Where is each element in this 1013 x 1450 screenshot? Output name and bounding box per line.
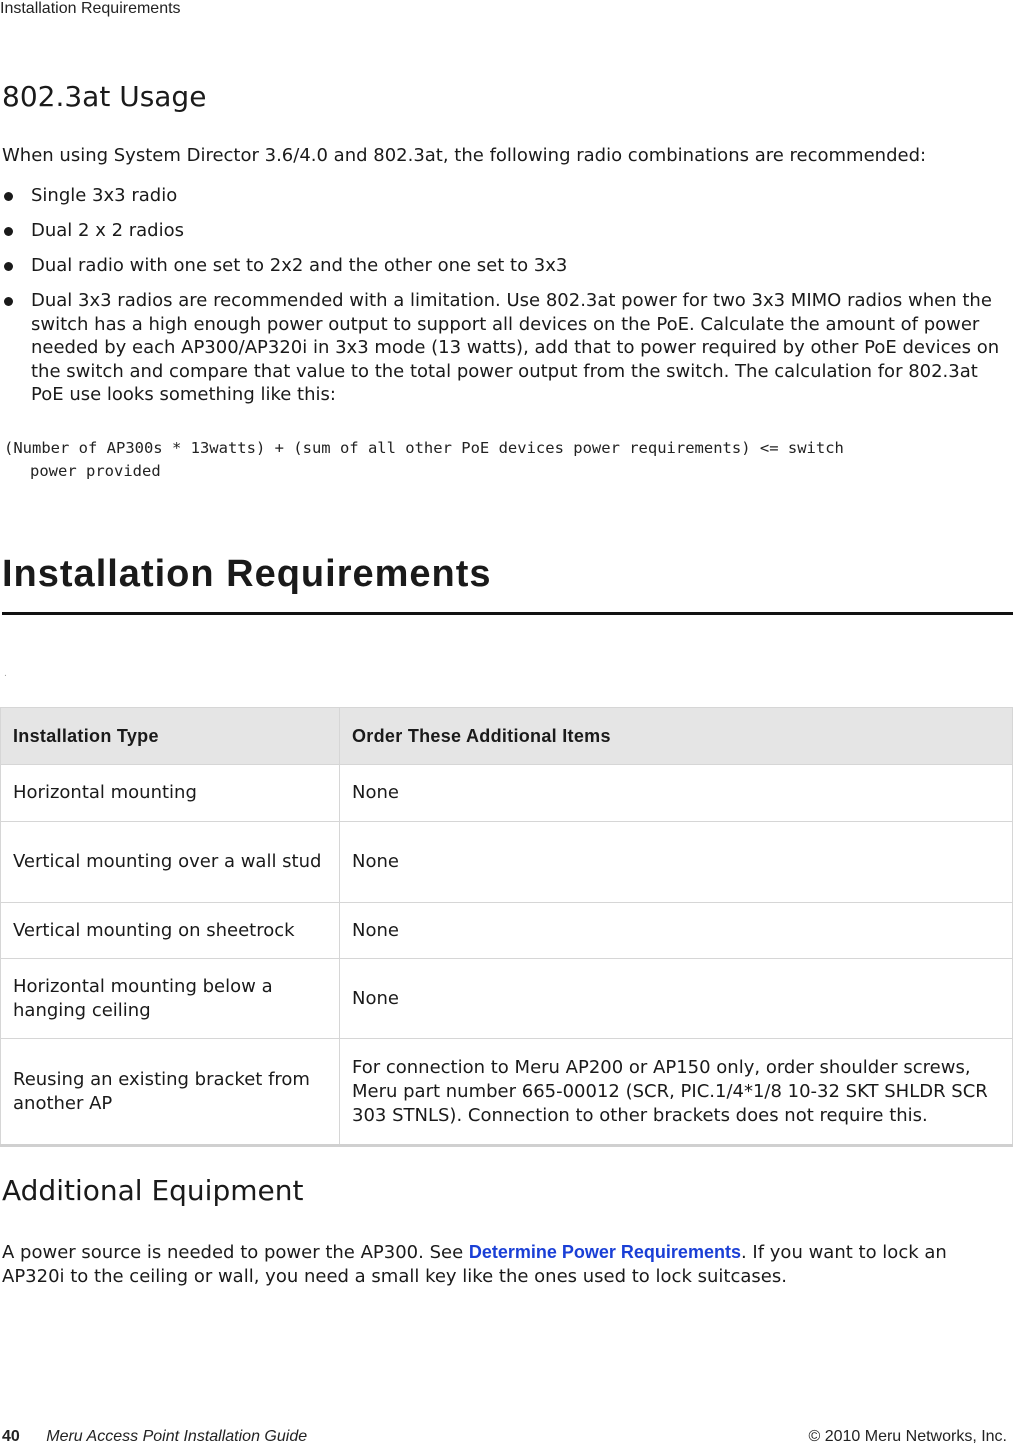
bullet-icon xyxy=(4,227,13,236)
bullet-icon xyxy=(4,297,13,306)
column-header: Installation Type xyxy=(1,708,340,765)
table-header-row xyxy=(1,708,1013,765)
formula-line: (Number of AP300s * 13watts) + (sum of all other PoE devices power requirements) <= switch xyxy=(4,439,844,457)
intro-paragraph: When using System Director 3.6/4.0 and 802.3at, the following radio combinations are recommended: xyxy=(2,145,927,166)
table-cell: None xyxy=(340,959,1013,1039)
equipment-paragraph: A power source is needed to power the AP300. See Determine Power Requirements. If you want to lock an AP320i to the ceiling or wall, you need a small key like the ones used to lock suitcases. xyxy=(2,1242,947,1287)
section-heading-installation-requirements: Installation Requirements xyxy=(2,553,492,595)
list-item: Dual radio with one set to 2x2 and the other one set to 3x3 xyxy=(2,254,1010,278)
column-header: Order These Additional Items xyxy=(340,708,1013,765)
table-cell: Reusing an existing bracket from another AP xyxy=(1,1039,340,1146)
power-calculation-formula xyxy=(4,437,1009,483)
bullet-icon xyxy=(4,262,13,271)
page-footer xyxy=(2,1428,307,1446)
table-cell: None xyxy=(340,822,1013,903)
guide-title: Meru Access Point Installation Guide xyxy=(46,1428,308,1445)
table-cell: None xyxy=(340,903,1013,959)
section-heading-additional-equipment: Additional Equipment xyxy=(2,1174,304,1207)
table-cell: None xyxy=(340,765,1013,822)
table-cell: Vertical mounting over a wall stud xyxy=(1,822,340,903)
table-row xyxy=(1,903,1013,959)
bullet-icon xyxy=(4,192,13,201)
list-item: Single 3x3 radio xyxy=(2,184,1010,208)
copyright-notice: © 2010 Meru Networks, Inc. xyxy=(808,1428,1007,1445)
stray-mark: . xyxy=(4,669,7,679)
table-cell: For connection to Meru AP200 or AP150 only, order shoulder screws, Meru part number 665-00012 (SCR, PIC.1/4*1/8 10-32 SKT SHLDR SCR 303 STNLS). Connection to other brackets does not require this. xyxy=(340,1039,1013,1146)
table-row xyxy=(1,765,1013,822)
table-cell: Vertical mounting on sheetrock xyxy=(1,903,340,959)
table-row xyxy=(1,959,1013,1039)
running-header: Installation Requirements xyxy=(0,0,181,17)
installation-requirements-table xyxy=(0,707,1013,1147)
table-row xyxy=(1,822,1013,903)
list-item: Dual 2 x 2 radios xyxy=(2,219,1010,243)
heading-rule xyxy=(2,612,1013,615)
formula-line: power provided xyxy=(30,462,161,480)
section-heading-802-3at: 802.3at Usage xyxy=(2,80,207,113)
radio-combination-list xyxy=(2,184,1010,418)
table-row xyxy=(1,1039,1013,1146)
page-number: 40 xyxy=(2,1428,20,1445)
determine-power-requirements-link[interactable]: Determine Power Requirements xyxy=(468,1242,741,1262)
table-cell: Horizontal mounting xyxy=(1,765,340,822)
table-cell: Horizontal mounting below a hanging ceiling xyxy=(1,959,340,1039)
list-item: Dual 3x3 radios are recommended with a limitation. Use 802.3at power for two 3x3 MIMO radios when the switch has a high enough power output to support all devices on the PoE. Calculate the amount of power needed by each AP300/AP320i in 3x3 mode (13 watts), add that to power required by other PoE devices on the switch and compare that value to the total power output from the switch. The calculation for 802.3at PoE use looks something like this: xyxy=(2,289,1010,407)
